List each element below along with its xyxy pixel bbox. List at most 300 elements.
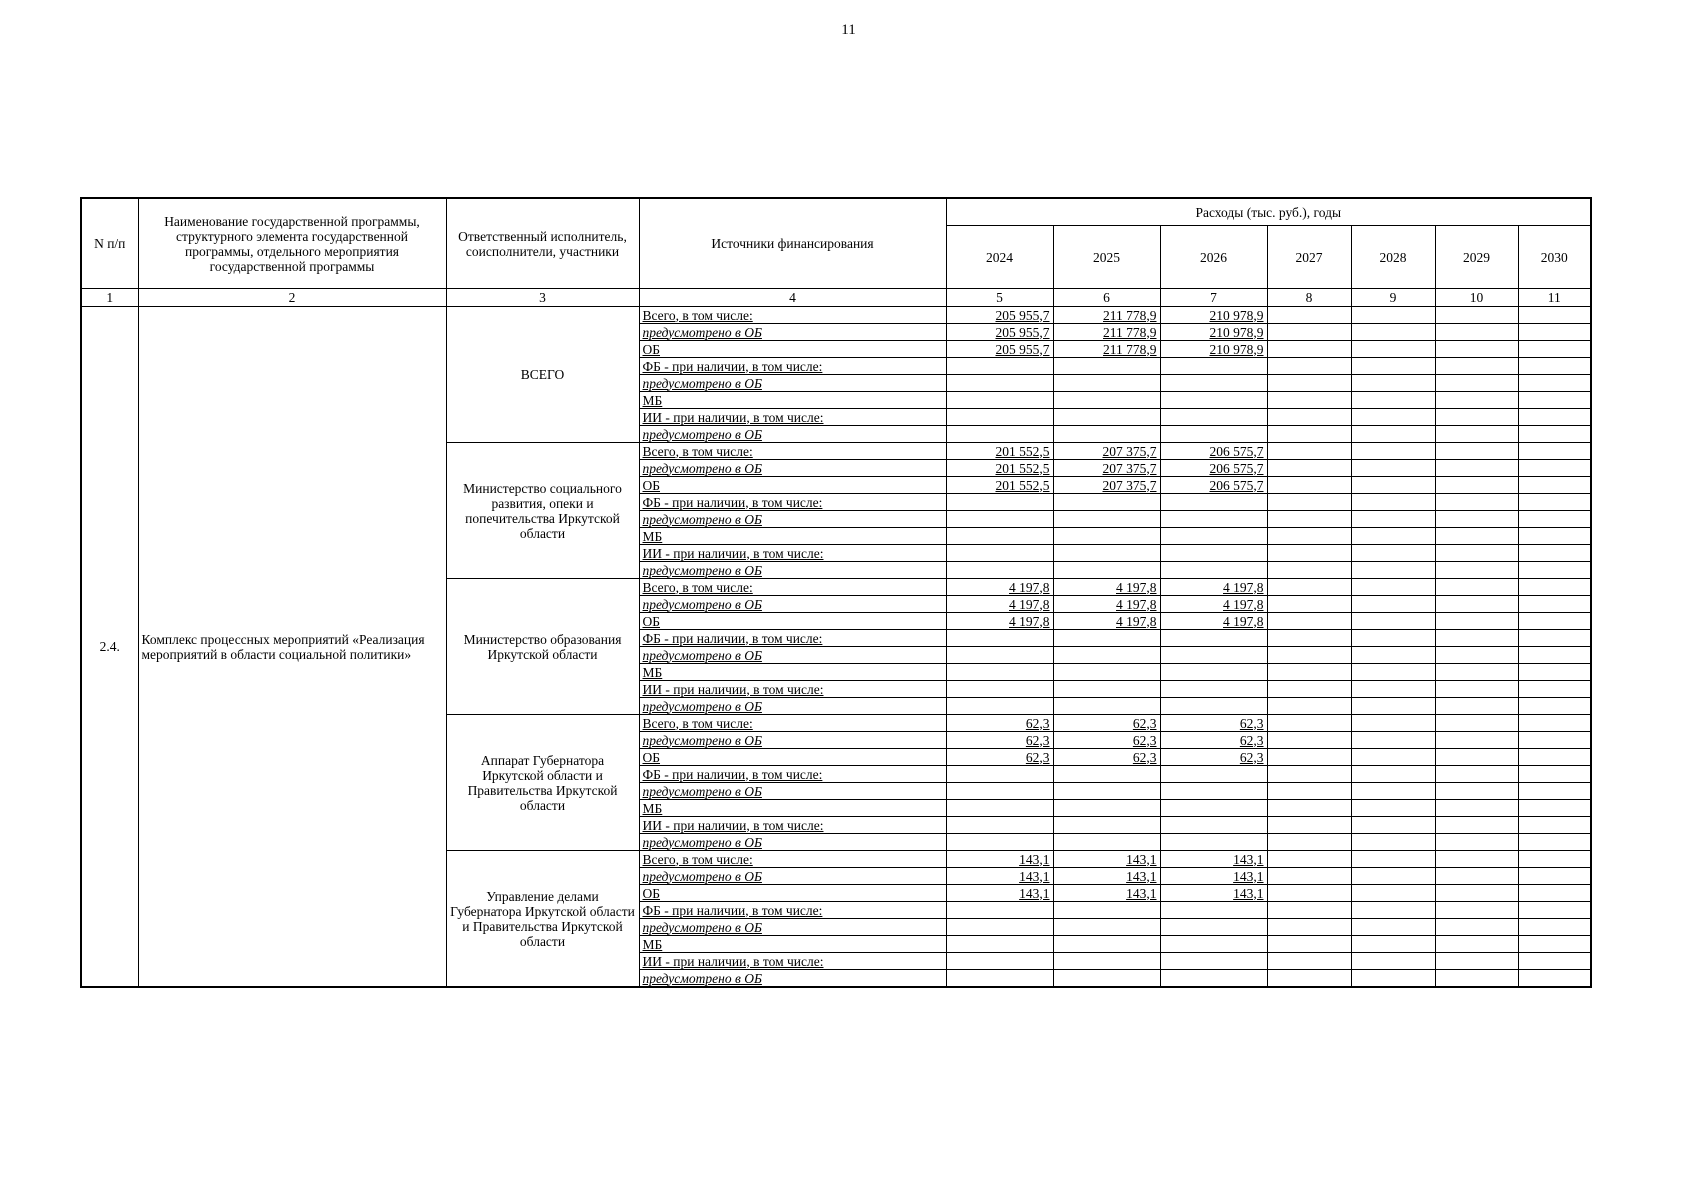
expense-cell-2028 (1351, 919, 1435, 936)
expense-cell-2028 (1351, 375, 1435, 392)
expense-value: 4 197,8 (1116, 579, 1157, 595)
expense-cell-2027 (1267, 647, 1351, 664)
expense-cell-2025 (1053, 562, 1160, 579)
expense-cell-2027 (1267, 392, 1351, 409)
expense-cell-2025 (1053, 375, 1160, 392)
funding-source (639, 936, 946, 953)
expense-cell-2027 (1267, 613, 1351, 630)
header-executor: Ответственный исполнитель, соисполнители, участники (446, 198, 639, 289)
expense-cell-2026 (1160, 477, 1267, 494)
expense-cell-2029 (1435, 970, 1518, 988)
funding-source (639, 511, 946, 528)
expense-cell-2028 (1351, 307, 1435, 324)
expense-cell-2025 (1053, 494, 1160, 511)
expense-cell-2024 (946, 426, 1053, 443)
expense-cell-2024 (946, 545, 1053, 562)
expense-cell-2026 (1160, 902, 1267, 919)
expense-cell-2027 (1267, 936, 1351, 953)
funding-source (639, 579, 946, 596)
funding-source-label: МБ (642, 664, 663, 680)
expense-value: 62,3 (1239, 732, 1264, 748)
expense-cell-2029 (1435, 409, 1518, 426)
funding-source-label: МБ (642, 528, 663, 544)
funding-source (639, 817, 946, 834)
expense-cell-2026 (1160, 528, 1267, 545)
expense-cell-2028 (1351, 664, 1435, 681)
funding-source-label: Всего, в том числе: (642, 307, 753, 323)
expense-cell-2025 (1053, 953, 1160, 970)
expense-cell-2026 (1160, 511, 1267, 528)
funding-source-label: предусмотрено в ОБ (642, 375, 762, 391)
expense-cell-2024 (946, 579, 1053, 596)
expense-cell-2025 (1053, 664, 1160, 681)
expense-cell-2025 (1053, 324, 1160, 341)
expense-cell-2028 (1351, 698, 1435, 715)
expense-cell-2028 (1351, 358, 1435, 375)
funding-source-label: ФБ - при наличии, в том числе: (642, 358, 823, 374)
expense-cell-2029 (1435, 766, 1518, 783)
expense-cell-2026 (1160, 596, 1267, 613)
expense-cell-2027 (1267, 545, 1351, 562)
expense-cell-2028 (1351, 443, 1435, 460)
expense-cell-2027 (1267, 630, 1351, 647)
expense-cell-2026 (1160, 834, 1267, 851)
funding-source (639, 647, 946, 664)
expense-cell-2027 (1267, 834, 1351, 851)
expense-cell-2024 (946, 936, 1053, 953)
funding-source (639, 409, 946, 426)
expense-value: 211 778,9 (1103, 307, 1157, 323)
funding-source-label: ОБ (642, 341, 661, 357)
funding-source (639, 715, 946, 732)
expense-cell-2024 (946, 511, 1053, 528)
expense-value: 207 375,7 (1102, 460, 1157, 476)
funding-source-label: МБ (642, 392, 663, 408)
funding-source (639, 834, 946, 851)
expense-cell-2028 (1351, 528, 1435, 545)
expense-cell-2027 (1267, 817, 1351, 834)
executor-name: ВСЕГО (446, 307, 639, 443)
expense-cell-2028 (1351, 545, 1435, 562)
funding-source-label: Всего, в том числе: (642, 851, 753, 867)
funding-source (639, 868, 946, 885)
funding-source (639, 970, 946, 988)
expense-cell-2027 (1267, 494, 1351, 511)
funding-source-label: предусмотрено в ОБ (642, 596, 762, 612)
expense-cell-2030 (1518, 953, 1591, 970)
funding-source-label: Всего, в том числе: (642, 579, 753, 595)
expense-cell-2030 (1518, 511, 1591, 528)
expense-value: 4 197,8 (1009, 596, 1050, 612)
expense-value: 205 955,7 (995, 307, 1050, 323)
expense-cell-2029 (1435, 647, 1518, 664)
funding-source-label: ОБ (642, 613, 661, 629)
expense-cell-2028 (1351, 460, 1435, 477)
expense-cell-2030 (1518, 647, 1591, 664)
expense-value: 4 197,8 (1116, 613, 1157, 629)
expense-cell-2024 (946, 783, 1053, 800)
expense-cell-2027 (1267, 511, 1351, 528)
expense-cell-2028 (1351, 885, 1435, 902)
expense-cell-2030 (1518, 919, 1591, 936)
expense-cell-2028 (1351, 970, 1435, 988)
expense-value: 143,1 (1126, 868, 1157, 884)
expense-cell-2026 (1160, 970, 1267, 988)
expense-cell-2026 (1160, 800, 1267, 817)
expense-cell-2025 (1053, 511, 1160, 528)
expense-cell-2026 (1160, 324, 1267, 341)
funding-source (639, 953, 946, 970)
expense-value: 4 197,8 (1009, 579, 1050, 595)
funding-source (639, 885, 946, 902)
expense-cell-2030 (1518, 528, 1591, 545)
expense-cell-2027 (1267, 477, 1351, 494)
expense-cell-2029 (1435, 528, 1518, 545)
header-year-2030: 2030 (1518, 226, 1591, 289)
expense-value: 143,1 (1019, 885, 1050, 901)
expense-cell-2030 (1518, 494, 1591, 511)
expense-value: 210 978,9 (1209, 324, 1264, 340)
column-number-7: 7 (1160, 289, 1267, 307)
expense-cell-2027 (1267, 885, 1351, 902)
expense-cell-2025 (1053, 579, 1160, 596)
expense-cell-2029 (1435, 817, 1518, 834)
expense-cell-2027 (1267, 596, 1351, 613)
expense-cell-2027 (1267, 800, 1351, 817)
expense-cell-2028 (1351, 936, 1435, 953)
column-number-9: 9 (1351, 289, 1435, 307)
expense-cell-2024 (946, 477, 1053, 494)
expense-cell-2028 (1351, 596, 1435, 613)
funding-source-label: предусмотрено в ОБ (642, 834, 762, 850)
expense-cell-2027 (1267, 358, 1351, 375)
expense-cell-2028 (1351, 477, 1435, 494)
expense-cell-2025 (1053, 936, 1160, 953)
column-number-1: 1 (81, 289, 138, 307)
expense-cell-2024 (946, 800, 1053, 817)
expense-cell-2028 (1351, 409, 1435, 426)
expense-cell-2026 (1160, 715, 1267, 732)
expense-cell-2024 (946, 613, 1053, 630)
expense-cell-2029 (1435, 834, 1518, 851)
header-expenses: Расходы (тыс. руб.), годы (946, 198, 1591, 226)
expense-cell-2025 (1053, 766, 1160, 783)
funding-source (639, 783, 946, 800)
expense-cell-2029 (1435, 562, 1518, 579)
expense-cell-2028 (1351, 766, 1435, 783)
expense-cell-2027 (1267, 341, 1351, 358)
expense-cell-2024 (946, 324, 1053, 341)
expense-cell-2030 (1518, 409, 1591, 426)
funding-source-label: ФБ - при наличии, в том числе: (642, 630, 823, 646)
expense-cell-2029 (1435, 664, 1518, 681)
expense-value: 143,1 (1126, 851, 1157, 867)
expense-cell-2029 (1435, 307, 1518, 324)
expense-cell-2027 (1267, 307, 1351, 324)
expense-cell-2029 (1435, 953, 1518, 970)
header-year-2026: 2026 (1160, 226, 1267, 289)
expense-cell-2024 (946, 358, 1053, 375)
expense-cell-2028 (1351, 341, 1435, 358)
expense-cell-2027 (1267, 902, 1351, 919)
expense-cell-2027 (1267, 460, 1351, 477)
expense-cell-2029 (1435, 919, 1518, 936)
expense-cell-2029 (1435, 698, 1518, 715)
expense-cell-2026 (1160, 919, 1267, 936)
expense-cell-2026 (1160, 936, 1267, 953)
expense-cell-2026 (1160, 851, 1267, 868)
expense-cell-2024 (946, 375, 1053, 392)
expense-cell-2028 (1351, 630, 1435, 647)
expense-cell-2029 (1435, 732, 1518, 749)
funding-source-label: МБ (642, 800, 663, 816)
expense-cell-2024 (946, 766, 1053, 783)
expense-cell-2025 (1053, 834, 1160, 851)
row-number: 2.4. (81, 307, 138, 988)
expense-cell-2027 (1267, 579, 1351, 596)
funding-source-label: предусмотрено в ОБ (642, 324, 762, 340)
expense-value: 62,3 (1025, 749, 1050, 765)
expense-cell-2030 (1518, 970, 1591, 988)
expense-cell-2026 (1160, 460, 1267, 477)
expense-cell-2025 (1053, 477, 1160, 494)
expense-value: 143,1 (1019, 851, 1050, 867)
executor-name: Аппарат Губернатора Иркутской области и Правительства Иркутской области (446, 715, 639, 851)
header-year-2029: 2029 (1435, 226, 1518, 289)
funding-source (639, 562, 946, 579)
expense-cell-2030 (1518, 324, 1591, 341)
expense-cell-2029 (1435, 426, 1518, 443)
funding-source-label: ОБ (642, 749, 661, 765)
expense-value: 4 197,8 (1223, 596, 1264, 612)
budget-table (80, 197, 1592, 988)
expense-cell-2024 (946, 596, 1053, 613)
expense-cell-2030 (1518, 868, 1591, 885)
expense-cell-2030 (1518, 443, 1591, 460)
expense-cell-2024 (946, 970, 1053, 988)
funding-source-label: ОБ (642, 477, 661, 493)
expense-cell-2029 (1435, 443, 1518, 460)
funding-source-label: предусмотрено в ОБ (642, 511, 762, 527)
expense-cell-2030 (1518, 664, 1591, 681)
header-year-2024: 2024 (946, 226, 1053, 289)
funding-source-label: предусмотрено в ОБ (642, 783, 762, 799)
expense-cell-2028 (1351, 392, 1435, 409)
expense-cell-2029 (1435, 783, 1518, 800)
expense-value: 211 778,9 (1103, 324, 1157, 340)
expense-cell-2030 (1518, 375, 1591, 392)
expense-value: 207 375,7 (1102, 477, 1157, 493)
expense-value: 62,3 (1239, 749, 1264, 765)
expense-cell-2027 (1267, 664, 1351, 681)
expense-cell-2029 (1435, 936, 1518, 953)
expense-value: 62,3 (1239, 715, 1264, 731)
expense-cell-2027 (1267, 375, 1351, 392)
expense-cell-2029 (1435, 630, 1518, 647)
expense-cell-2028 (1351, 579, 1435, 596)
funding-source (639, 392, 946, 409)
expense-cell-2025 (1053, 681, 1160, 698)
expense-cell-2026 (1160, 443, 1267, 460)
expense-cell-2027 (1267, 970, 1351, 988)
expense-cell-2029 (1435, 324, 1518, 341)
expense-value: 4 197,8 (1223, 579, 1264, 595)
expense-cell-2030 (1518, 358, 1591, 375)
funding-source (639, 443, 946, 460)
expense-cell-2029 (1435, 596, 1518, 613)
expense-cell-2027 (1267, 528, 1351, 545)
expense-cell-2027 (1267, 953, 1351, 970)
expense-cell-2026 (1160, 392, 1267, 409)
expense-cell-2024 (946, 307, 1053, 324)
expense-cell-2030 (1518, 817, 1591, 834)
funding-source (639, 698, 946, 715)
expense-cell-2028 (1351, 426, 1435, 443)
expense-cell-2024 (946, 494, 1053, 511)
expense-cell-2027 (1267, 919, 1351, 936)
funding-source (639, 613, 946, 630)
expense-value: 207 375,7 (1102, 443, 1157, 459)
expense-cell-2025 (1053, 307, 1160, 324)
expense-cell-2030 (1518, 562, 1591, 579)
column-number-4: 4 (639, 289, 946, 307)
expense-cell-2030 (1518, 936, 1591, 953)
expense-cell-2030 (1518, 885, 1591, 902)
expense-value: 4 197,8 (1116, 596, 1157, 612)
funding-source-label: ИИ - при наличии, в том числе: (642, 681, 824, 697)
expense-cell-2026 (1160, 783, 1267, 800)
funding-source (639, 902, 946, 919)
expense-value: 62,3 (1025, 715, 1050, 731)
expense-cell-2028 (1351, 715, 1435, 732)
expense-cell-2026 (1160, 698, 1267, 715)
funding-source-label: ОБ (642, 885, 661, 901)
funding-source-label: ИИ - при наличии, в том числе: (642, 953, 824, 969)
expense-cell-2029 (1435, 885, 1518, 902)
expense-cell-2027 (1267, 562, 1351, 579)
funding-source-label: предусмотрено в ОБ (642, 647, 762, 663)
expense-value: 143,1 (1233, 885, 1264, 901)
expense-cell-2025 (1053, 528, 1160, 545)
expense-cell-2026 (1160, 647, 1267, 664)
expense-cell-2027 (1267, 324, 1351, 341)
expense-cell-2024 (946, 528, 1053, 545)
funding-source (639, 426, 946, 443)
expense-cell-2029 (1435, 460, 1518, 477)
executor-name: Управление делами Губернатора Иркутской области и Правительства Иркутской области (446, 851, 639, 988)
expense-cell-2027 (1267, 409, 1351, 426)
funding-source (639, 732, 946, 749)
expense-cell-2030 (1518, 749, 1591, 766)
funding-source (639, 664, 946, 681)
expense-cell-2030 (1518, 596, 1591, 613)
expense-cell-2027 (1267, 851, 1351, 868)
expense-value: 62,3 (1025, 732, 1050, 748)
expense-cell-2030 (1518, 613, 1591, 630)
expense-cell-2024 (946, 698, 1053, 715)
funding-source (639, 341, 946, 358)
expense-value: 143,1 (1019, 868, 1050, 884)
expense-cell-2030 (1518, 681, 1591, 698)
expense-cell-2026 (1160, 545, 1267, 562)
expense-cell-2027 (1267, 868, 1351, 885)
expense-cell-2029 (1435, 715, 1518, 732)
funding-source (639, 477, 946, 494)
expense-cell-2030 (1518, 630, 1591, 647)
expense-cell-2024 (946, 409, 1053, 426)
expense-cell-2029 (1435, 494, 1518, 511)
funding-source-label: МБ (642, 936, 663, 952)
expense-cell-2030 (1518, 545, 1591, 562)
expense-value: 211 778,9 (1103, 341, 1157, 357)
expense-cell-2029 (1435, 545, 1518, 562)
expense-cell-2028 (1351, 494, 1435, 511)
expense-cell-2025 (1053, 885, 1160, 902)
expense-cell-2024 (946, 460, 1053, 477)
funding-source (639, 766, 946, 783)
expense-cell-2024 (946, 834, 1053, 851)
expense-value: 4 197,8 (1223, 613, 1264, 629)
expense-cell-2025 (1053, 919, 1160, 936)
expense-cell-2030 (1518, 426, 1591, 443)
funding-source-label: предусмотрено в ОБ (642, 698, 762, 714)
expense-cell-2025 (1053, 409, 1160, 426)
expense-value: 206 575,7 (1209, 460, 1264, 476)
expense-cell-2025 (1053, 460, 1160, 477)
expense-cell-2024 (946, 630, 1053, 647)
expense-cell-2024 (946, 681, 1053, 698)
expense-cell-2029 (1435, 800, 1518, 817)
funding-source-label: Всего, в том числе: (642, 715, 753, 731)
funding-source-label: предусмотрено в ОБ (642, 732, 762, 748)
column-number-11: 11 (1518, 289, 1591, 307)
expense-cell-2028 (1351, 749, 1435, 766)
funding-source-label: Всего, в том числе: (642, 443, 753, 459)
expense-cell-2025 (1053, 902, 1160, 919)
expense-cell-2029 (1435, 851, 1518, 868)
expense-cell-2029 (1435, 375, 1518, 392)
expense-cell-2028 (1351, 851, 1435, 868)
expense-cell-2025 (1053, 970, 1160, 988)
expense-cell-2027 (1267, 766, 1351, 783)
expense-cell-2026 (1160, 409, 1267, 426)
funding-source (639, 460, 946, 477)
expense-cell-2030 (1518, 477, 1591, 494)
executor-name: Министерство социального развития, опеки и попечительства Иркутской области (446, 443, 639, 579)
column-number-6: 6 (1053, 289, 1160, 307)
expense-cell-2025 (1053, 749, 1160, 766)
expense-cell-2028 (1351, 783, 1435, 800)
expense-cell-2026 (1160, 749, 1267, 766)
funding-source-label: предусмотрено в ОБ (642, 868, 762, 884)
expense-cell-2028 (1351, 681, 1435, 698)
expense-cell-2029 (1435, 681, 1518, 698)
expense-cell-2025 (1053, 851, 1160, 868)
expense-cell-2026 (1160, 885, 1267, 902)
expense-cell-2024 (946, 562, 1053, 579)
expense-value: 206 575,7 (1209, 443, 1264, 459)
expense-cell-2024 (946, 341, 1053, 358)
expense-cell-2026 (1160, 426, 1267, 443)
funding-source-label: предусмотрено в ОБ (642, 919, 762, 935)
expense-cell-2025 (1053, 800, 1160, 817)
expense-cell-2027 (1267, 749, 1351, 766)
expense-cell-2024 (946, 919, 1053, 936)
expense-cell-2025 (1053, 545, 1160, 562)
expense-cell-2030 (1518, 766, 1591, 783)
funding-source (639, 851, 946, 868)
expense-cell-2024 (946, 902, 1053, 919)
